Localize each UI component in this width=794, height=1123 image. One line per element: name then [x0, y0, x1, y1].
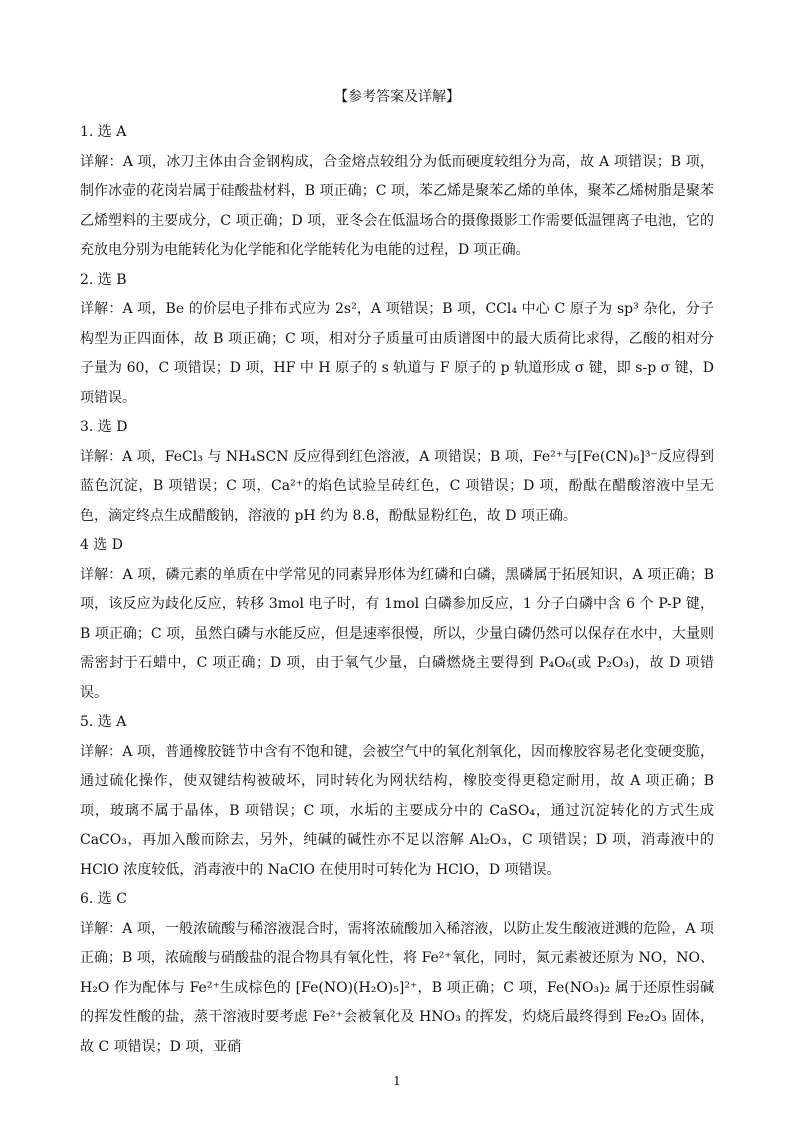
question-6 [80, 885, 714, 1062]
question-answer-heading: 5. 选 A [80, 714, 127, 730]
question-answer-heading: 1. 选 A [80, 124, 127, 140]
document-title: 【参考答案及详解】 [334, 89, 460, 105]
question-5 [80, 708, 714, 885]
question-answer-heading: 4 选 D [80, 537, 124, 553]
question-explanation: 详解：A 项，普通橡胶链节中含有不饱和键，会被空气中的氧化剂氧化，因而橡胶容易老化变硬变脆，通过硫化操作，使双键结构被破坏，同时转化为网状结构，橡胶变得更稳定耐用，故 A 项正确；B 项，玻璃不属于晶体，B 项错误；C 项，水垢的主要成分中的 CaSO₄，通过沉淀转化的方式生成 CaCO₃，再加入酸而除去，另外，纯碱的碱性亦不足以溶解 Al₂O₃，C 项错误；D 项，消毒液中的 HClO 浓度较低，消毒液中的 NaClO 在使用时可转化为 HClO，D 项错误。 [80, 743, 714, 878]
question-answer-heading: 6. 选 C [80, 891, 127, 907]
question-explanation: 详解：A 项，磷元素的单质在中学常见的同素异形体为红磷和白磷，黑磷属于拓展知识，A 项正确；B 项，该反应为歧化反应，转移 3mol 电子时，有 1mol 白磷参加反应，1 分子白磷中含 6 个 P-P 键，B 项正确；C 项，虽然白磷与水能反应，但是速率很慢，所以，少量白磷仍然可以保存在水中，大量则需密封于石蜡中，C 项正确；D 项，由于氧气少量，白磷燃烧主要得到 P₄O₆(或 P₂O₃)，故 D 项错误。 [80, 566, 714, 701]
question-answer-heading: 3. 选 D [80, 419, 128, 435]
page-number: 1 [393, 1074, 401, 1088]
question-explanation: 详解：A 项，Be 的价层电子排布式应为 2s²，A 项错误；B 项，CCl₄ 中心 C 原子为 sp³ 杂化，分子构型为正四面体，故 B 项正确；C 项，相对分子质量可由质谱图中的最大质荷比求得，乙酸的相对分子量为 60，C 项错误；D 项，HF 中 H 原子的 s 轨道与 F 原子的 p 轨道形成 σ 键，即 s-p σ 键，D 项错误。 [80, 301, 714, 406]
question-explanation: 详解：A 项，冰刀主体由合金钢构成，合金熔点较组分为低而硬度较组分为高，故 A 项错误；B 项，制作冰壶的花岗岩属于硅酸盐材料，B 项正确；C 项，苯乙烯是聚苯乙烯的单体，聚苯乙烯树脂是聚苯乙烯塑料的主要成分，C 项正确；D 项，亚冬会在低温场合的摄像摄影工作需要低温锂离子电池，它的充放电分别为电能转化为化学能和化学能转化为电能的过程，D 项正确。 [80, 153, 714, 258]
answer-content [80, 118, 714, 1062]
question-explanation: 详解：A 项，一般浓硫酸与稀溶液混合时，需将浓硫酸加入稀溶液，以防止发生酸液迸溅的危险，A 项正确；B 项，浓硫酸与硝酸盐的混合物具有氧化性，将 Fe²⁺氧化，同时，氮元素被还原为 NO，NO、H₂O 作为配体与 Fe²⁺生成棕色的 [Fe(NO)(H₂O)₅]²⁺，B 项正确；C 项，Fe(NO₃)₂ 属于还原性弱碱的挥发性酸的盐，蒸干溶液时要考虑 Fe²⁺会被氧化及 HNO₃ 的挥发，灼烧后最终得到 Fe₂O₃ 固体，故 C 项错误；D 项，亚硝 [80, 920, 714, 1055]
question-answer-heading: 2. 选 B [80, 271, 127, 288]
question-2 [80, 266, 714, 414]
question-1 [80, 118, 714, 266]
question-4 [80, 531, 714, 708]
question-explanation: 详解：A 项，FeCl₃ 与 NH₄SCN 反应得到红色溶液，A 项错误；B 项，Fe²⁺与[Fe(CN)₆]³⁻反应得到蓝色沉淀，B 项错误；C 项，Ca²⁺的焰色试验呈砖红色，C 项错误；D 项，酚酞在醋酸溶液中呈无色，滴定终点生成醋酸钠，溶液的 pH 约为 8.8，酚酞显粉红色，故 D 项正确。 [80, 448, 714, 524]
question-3 [80, 413, 714, 531]
